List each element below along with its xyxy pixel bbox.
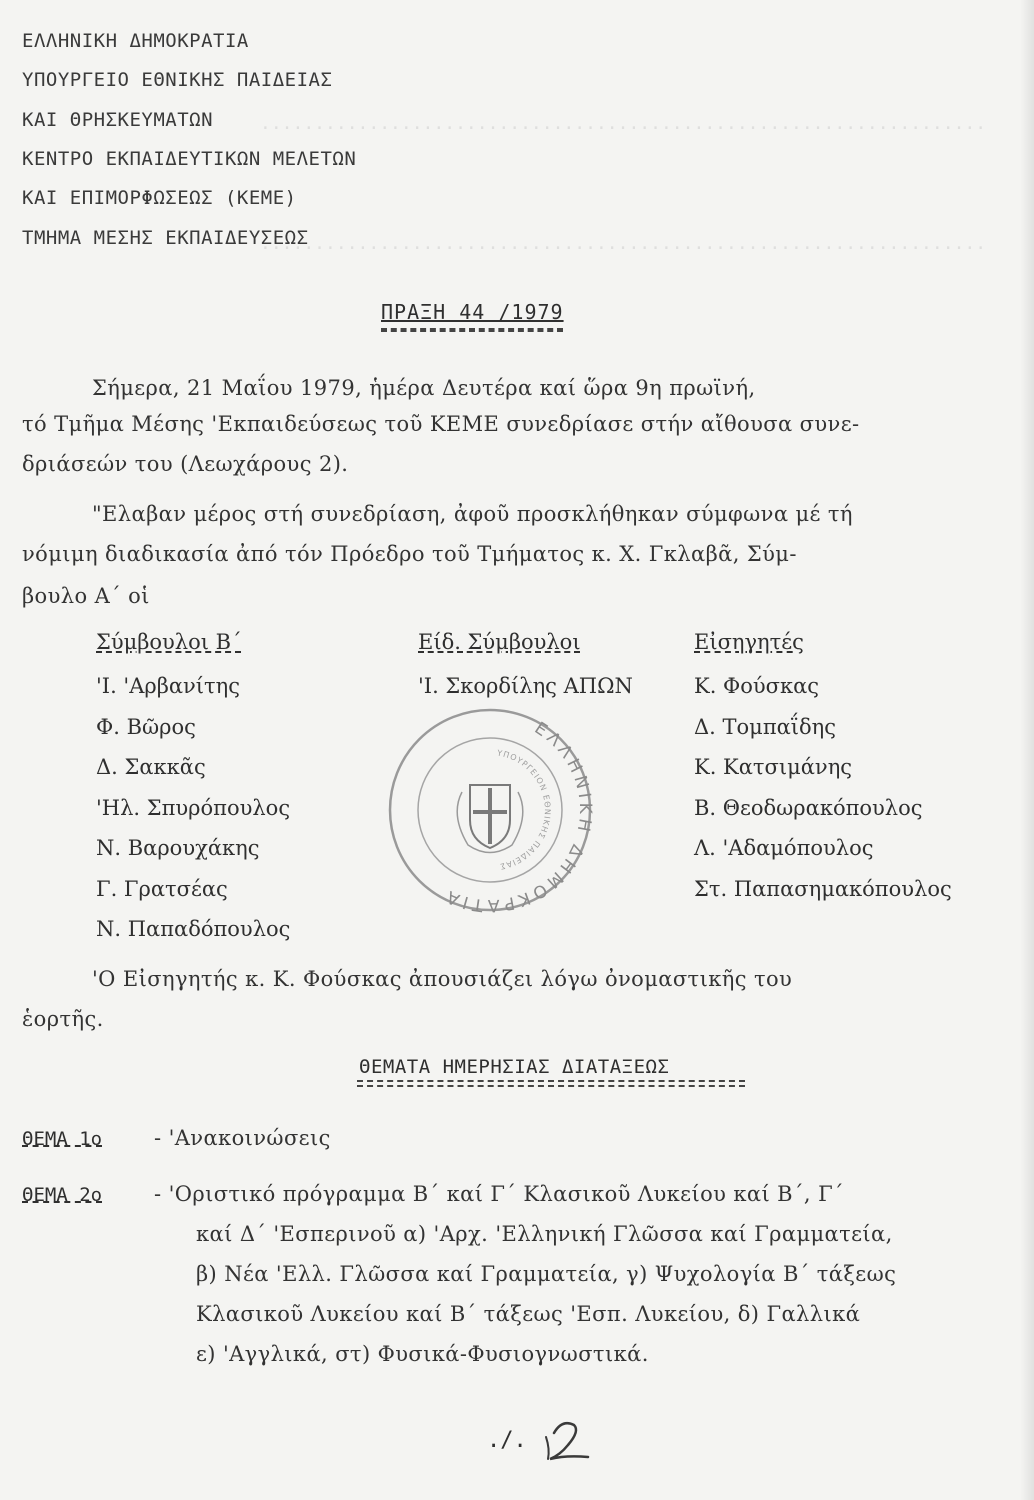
absence-note-line: 'Ο Εἰσηγητής κ. Κ. Φούσκας ἀπουσιάζει λόγω ὀνομαστικῆς του — [92, 967, 793, 991]
header-line: ΤΜΗΜΑ ΜΕΣΗΣ ΕΚΠΑΙΔΕΥΣΕΩΣ — [22, 227, 309, 249]
list-item: Ν. Βαρουχάκης — [96, 836, 260, 860]
column-eid-symvouloi — [418, 624, 633, 707]
svg-text:ΥΠΟΥΡΓΕΙΟΝ ΕΘΝΙΚΗΣ ΠΑΙΔΕΙΑΣ — [495, 748, 552, 871]
list-item: 'Ι. Σκορδίλης ΑΠΩΝ — [418, 674, 633, 698]
official-seal — [380, 700, 600, 920]
list-item: Δ. Σακκᾶς — [96, 755, 206, 779]
agenda-title: ΘΕΜΑΤΑ ΗΜΕΡΗΣΙΑΣ ΔΙΑΤΑΞΕΩΣ — [359, 1056, 670, 1078]
header-line: ΚΑΙ ΘΡΗΣΚΕΥΜΑΤΩΝ — [22, 109, 214, 131]
bleed-through-text: ................................................................... — [260, 233, 987, 254]
header-line: ΥΠΟΥΡΓΕΙΟ ΕΘΝΙΚΗΣ ΠΑΙΔΕΙΑΣ — [22, 69, 333, 91]
list-item: Στ. Παπασημακόπουλος — [694, 876, 952, 901]
svg-text:ΕΛΛΗΝΙΚΗ ΔΗΜΟΚΡΑΤΙΑ — [440, 718, 595, 915]
list-item: 'Ι. 'Αρβανίτης — [96, 674, 240, 698]
column-heading: Εἰσηγητές — [694, 630, 804, 654]
participants-line: νόμιμη διαδικασία ἀπό τόν Πρόεδρο τοῦ Τμήματος κ. Χ. Γκλαβᾶ, Σύμ- — [22, 542, 797, 566]
agenda-item-text: ε) 'Αγγλικά, στ) Φυσικά-Φυσιογνωστικά. — [196, 1342, 649, 1366]
bleed-through-text: ................................................................... — [260, 113, 987, 134]
list-item: Δ. Τομπαΐδης — [694, 714, 837, 739]
list-item: Κ. Κατσιμάνης — [694, 755, 853, 779]
column-heading: Είδ. Σύμβουλοι — [418, 630, 581, 654]
header-line: ΚΑΙ ΕΠΙΜΟΡΦΩΣΕΩΣ (ΚΕΜΕ) — [22, 187, 297, 209]
header-line: ΚΕΝΤΡΟ ΕΚΠΑΙΔΕΥΤΙΚΩΝ ΜΕΛΕΤΩΝ — [22, 148, 357, 170]
column-symvouloi-b — [96, 624, 290, 950]
coat-of-arms-icon — [457, 785, 523, 853]
agenda-item-text: - 'Οριστικό πρόγραμμα Β΄ καί Γ΄ Κλασικοῦ Λυκείου καί Β΄, Γ΄ — [154, 1182, 844, 1206]
seal-outer-text: ΕΛΛΗΝΙΚΗ ΔΗΜΟΚΡΑΤΙΑ — [440, 718, 595, 916]
list-item: Κ. Φούσκας — [694, 674, 820, 698]
list-item: Β. Θεοδωρακόπουλος — [694, 795, 923, 820]
seal-inner-text: ΥΠΟΥΡΓΕΙΟΝ ΕΘΝΙΚΗΣ ΠΑΙΔΕΙΑΣ — [496, 748, 553, 872]
page-number: ./. — [487, 1428, 527, 1453]
intro-line: τό Τμῆμα Μέσης 'Εκπαιδεύσεως τοῦ ΚΕΜΕ συνεδρίασε στήν αἴθουσα συνε- — [22, 412, 860, 436]
intro-line: Σήμερα, 21 Μαΐου 1979, ἡμέρα Δευτέρα καί ὥρα 9η πρωϊνή, — [92, 376, 756, 400]
intro-line: δριάσεών του (Λεωχάρους 2). — [22, 452, 349, 476]
participants-line: "Ελαβαν μέρος στή συνεδρίαση, ἀφοῦ προσκλήθηκαν σύμφωνα μέ τή — [92, 502, 853, 526]
scan-edge-shadow — [1020, 0, 1034, 1500]
list-item: Γ. Γρατσέας — [96, 876, 228, 901]
document-title: ΠΡΑΞΗ 44 /1979 — [381, 300, 564, 324]
agenda-item-label: ΘΕΜΑ 1ο — [22, 1128, 103, 1150]
agenda-item-label: ΘΕΜΑ 2ο — [22, 1184, 103, 1206]
agenda-item-text: Κλασικοῦ Λυκείου καί Β΄ τάξεως 'Εσπ. Λυκείου, δ) Γαλλικά — [196, 1302, 861, 1326]
title-underline — [381, 328, 563, 332]
absence-note-line: ἑορτῆς. — [22, 1007, 104, 1031]
agenda-title-underline — [357, 1080, 745, 1087]
column-eisigites — [694, 624, 952, 909]
handwritten-mark-icon — [540, 1415, 600, 1465]
list-item: Ν. Παπαδόπουλος — [96, 917, 291, 941]
participants-line: βουλο Α΄ οἱ — [22, 584, 150, 608]
list-item: Λ. 'Αδαμόπουλος — [694, 836, 874, 860]
agenda-item-text: β) Νέα 'Ελλ. Γλῶσσα καί Γραμματεία, γ) Ψυχολογία Β΄ τάξεως — [196, 1262, 897, 1286]
list-item: 'Ηλ. Σπυρόπουλος — [96, 795, 291, 820]
column-heading: Σύμβουλοι Β΄ — [96, 630, 242, 654]
header-line: ΕΛΛΗΝΙΚΗ ΔΗΜΟΚΡΑΤΙΑ — [22, 30, 249, 52]
list-item: Φ. Βῶρος — [96, 714, 196, 739]
agenda-item-text: καί Δ΄ 'Εσπερινοῦ α) 'Αρχ. 'Ελληνική Γλῶσσα καί Γραμματεία, — [196, 1222, 893, 1246]
agenda-item-text: - 'Ανακοινώσεις — [154, 1126, 331, 1150]
